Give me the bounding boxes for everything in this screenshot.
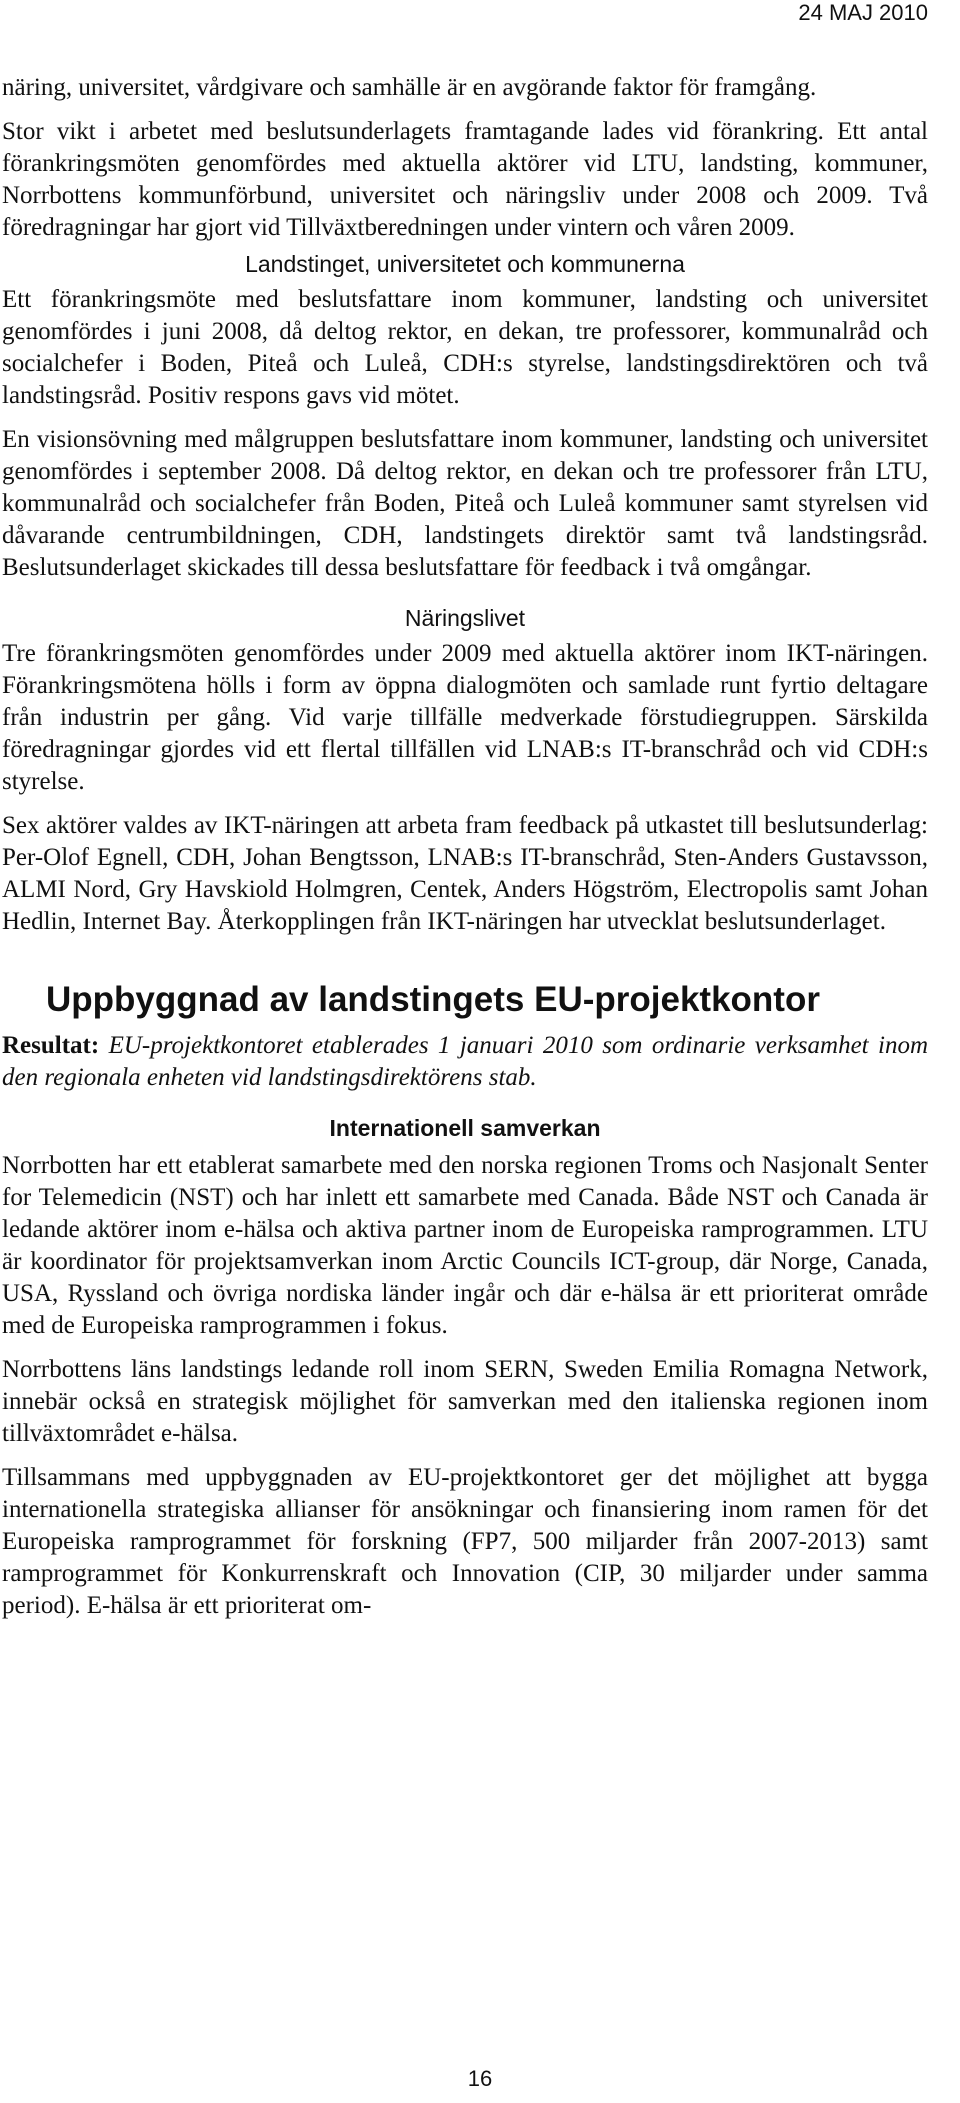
result-label: Resultat: <box>2 1032 100 1059</box>
subheading-international-cooperation: Internationell samverkan <box>329 1115 601 1141</box>
paragraph-sern: Norrbottens läns landstings ledande roll inom SERN, Sweden Emilia Romagna Network, innebär också en strategisk möjlighet för samverkan med den italienska regionen inom tillväxtområdet e-hälsa. <box>2 1356 928 1447</box>
document-body <box>2 72 928 1634</box>
page-number: 16 <box>467 2066 493 2091</box>
result-statement <box>2 1030 928 1094</box>
paragraph-anchoring-meeting: Ett förankringsmöte med beslutsfattare inom kommuner, landsting och universitet genomfördes i juni 2008, då deltog rektor, en dekan, tre professorer, kommunalråd och socialchefer i Boden, Piteå och Luleå, CDH:s styrelse, landstingsdirektören och två landstingsråd. Positiv respons gavs vid mötet. <box>2 286 928 409</box>
paragraph-norrbotten-cooperation: Norrbotten har ett etablerat samarbete med den norska regionen Troms och Nasjonalt Senter for Telemedicin (NST) och har inlett ett samarbete med Canada. Både NST och Canada är ledande aktörer inom e-hälsa och aktiva partner inom de Europeiska ramprogrammen. LTU är koordinator för projektsamverkan inom Arctic Councils ICT-group, där Norge, Canada, USA, Ryssland och övriga nordiska länder ingår och där e-hälsa är ett prioriterat område med de Europeiska ramprogrammen i fokus. <box>2 1152 928 1339</box>
header-date: 24 MAJ 2010 <box>798 0 928 25</box>
paragraph-vision-exercise: En visionsövning med målgruppen beslutsfattare inom kommuner, landsting och universitet genomfördes i september 2008. Då deltog rektor, en dekan och tre professorer från LTU, kommunalråd och socialchefer från Boden, Piteå och Luleå kommuner samt styrelsen vid dåvarande centrumbildningen, CDH, landstingets direktör samt två landstingsråd. Beslutsunderlaget skickades till dessa beslutsfattare för feedback i två omgångar. <box>2 426 928 581</box>
paragraph-continuation: näring, universitet, vårdgivare och samhälle är en avgörande faktor för framgång. <box>2 74 817 101</box>
subheading-business: Näringslivet <box>404 605 526 631</box>
section-title-eu-project-office: Uppbyggnad av landstingets EU-projektkontor <box>46 980 820 1019</box>
subheading-county-university-municipalities: Landstinget, universitetet och kommunerna <box>245 251 685 277</box>
paragraph-anchoring: Stor vikt i arbetet med beslutsunderlagets framtagande lades vid förankring. Ett antal förankringsmöten genomfördes med aktuella aktörer vid LTU, landsting, kommuner, Norrbottens kommunförbund, universitet och näringsliv under 2008 och 2009. Två föredragningar har gjort vid Tillväxtberedningen under vintern och våren 2009. <box>2 118 928 241</box>
paragraph-business-meetings: Tre förankringsmöten genomfördes under 2009 med aktuella aktörer inom IKT-näringen. Förankringsmötena hölls i form av öppna dialogmöten och samlade runt fyrtio deltagare från industrin per gång. Vid varje tillfälle medverkade förstudiegruppen. Särskilda föredragningar gjordes vid ett flertal tillfällen vid LNAB:s IT-branschråd och vid CDH:s styrelse. <box>2 640 928 795</box>
result-text: EU-projektkontoret etablerades 1 januari 2010 som ordinarie verksamhet inom den regionala enheten vid landstingsdirektörens stab. <box>2 1032 928 1091</box>
paragraph-six-actors: Sex aktörer valdes av IKT-näringen att arbeta fram feedback på utkastet till beslutsunderlag: Per-Olof Egnell, CDH, Johan Bengtsson, LNAB:s IT-branschråd, Sten-Anders Gustavsson, ALMI Nord, Gry Havskiold Holmgren, Centek, Anders Högström, Electropolis samt Johan Hedlin, Internet Bay. Återkopplingen från IKT-näringen har utvecklat beslutsunderlaget. <box>2 812 928 935</box>
paragraph-strategic-alliances: Tillsammans med uppbyggnaden av EU-projektkontoret ger det möjlighet att bygga internationella strategiska allianser för ansökningar och finansiering inom ramen för det Europeiska ramprogrammet för forskning (FP7, 500 miljarder från 2007-2013) samt ramprogrammet för Konkurrenskraft och Innovation (CIP, 30 miljarder under samma period). E-hälsa är ett prioriterat om- <box>2 1464 928 1619</box>
